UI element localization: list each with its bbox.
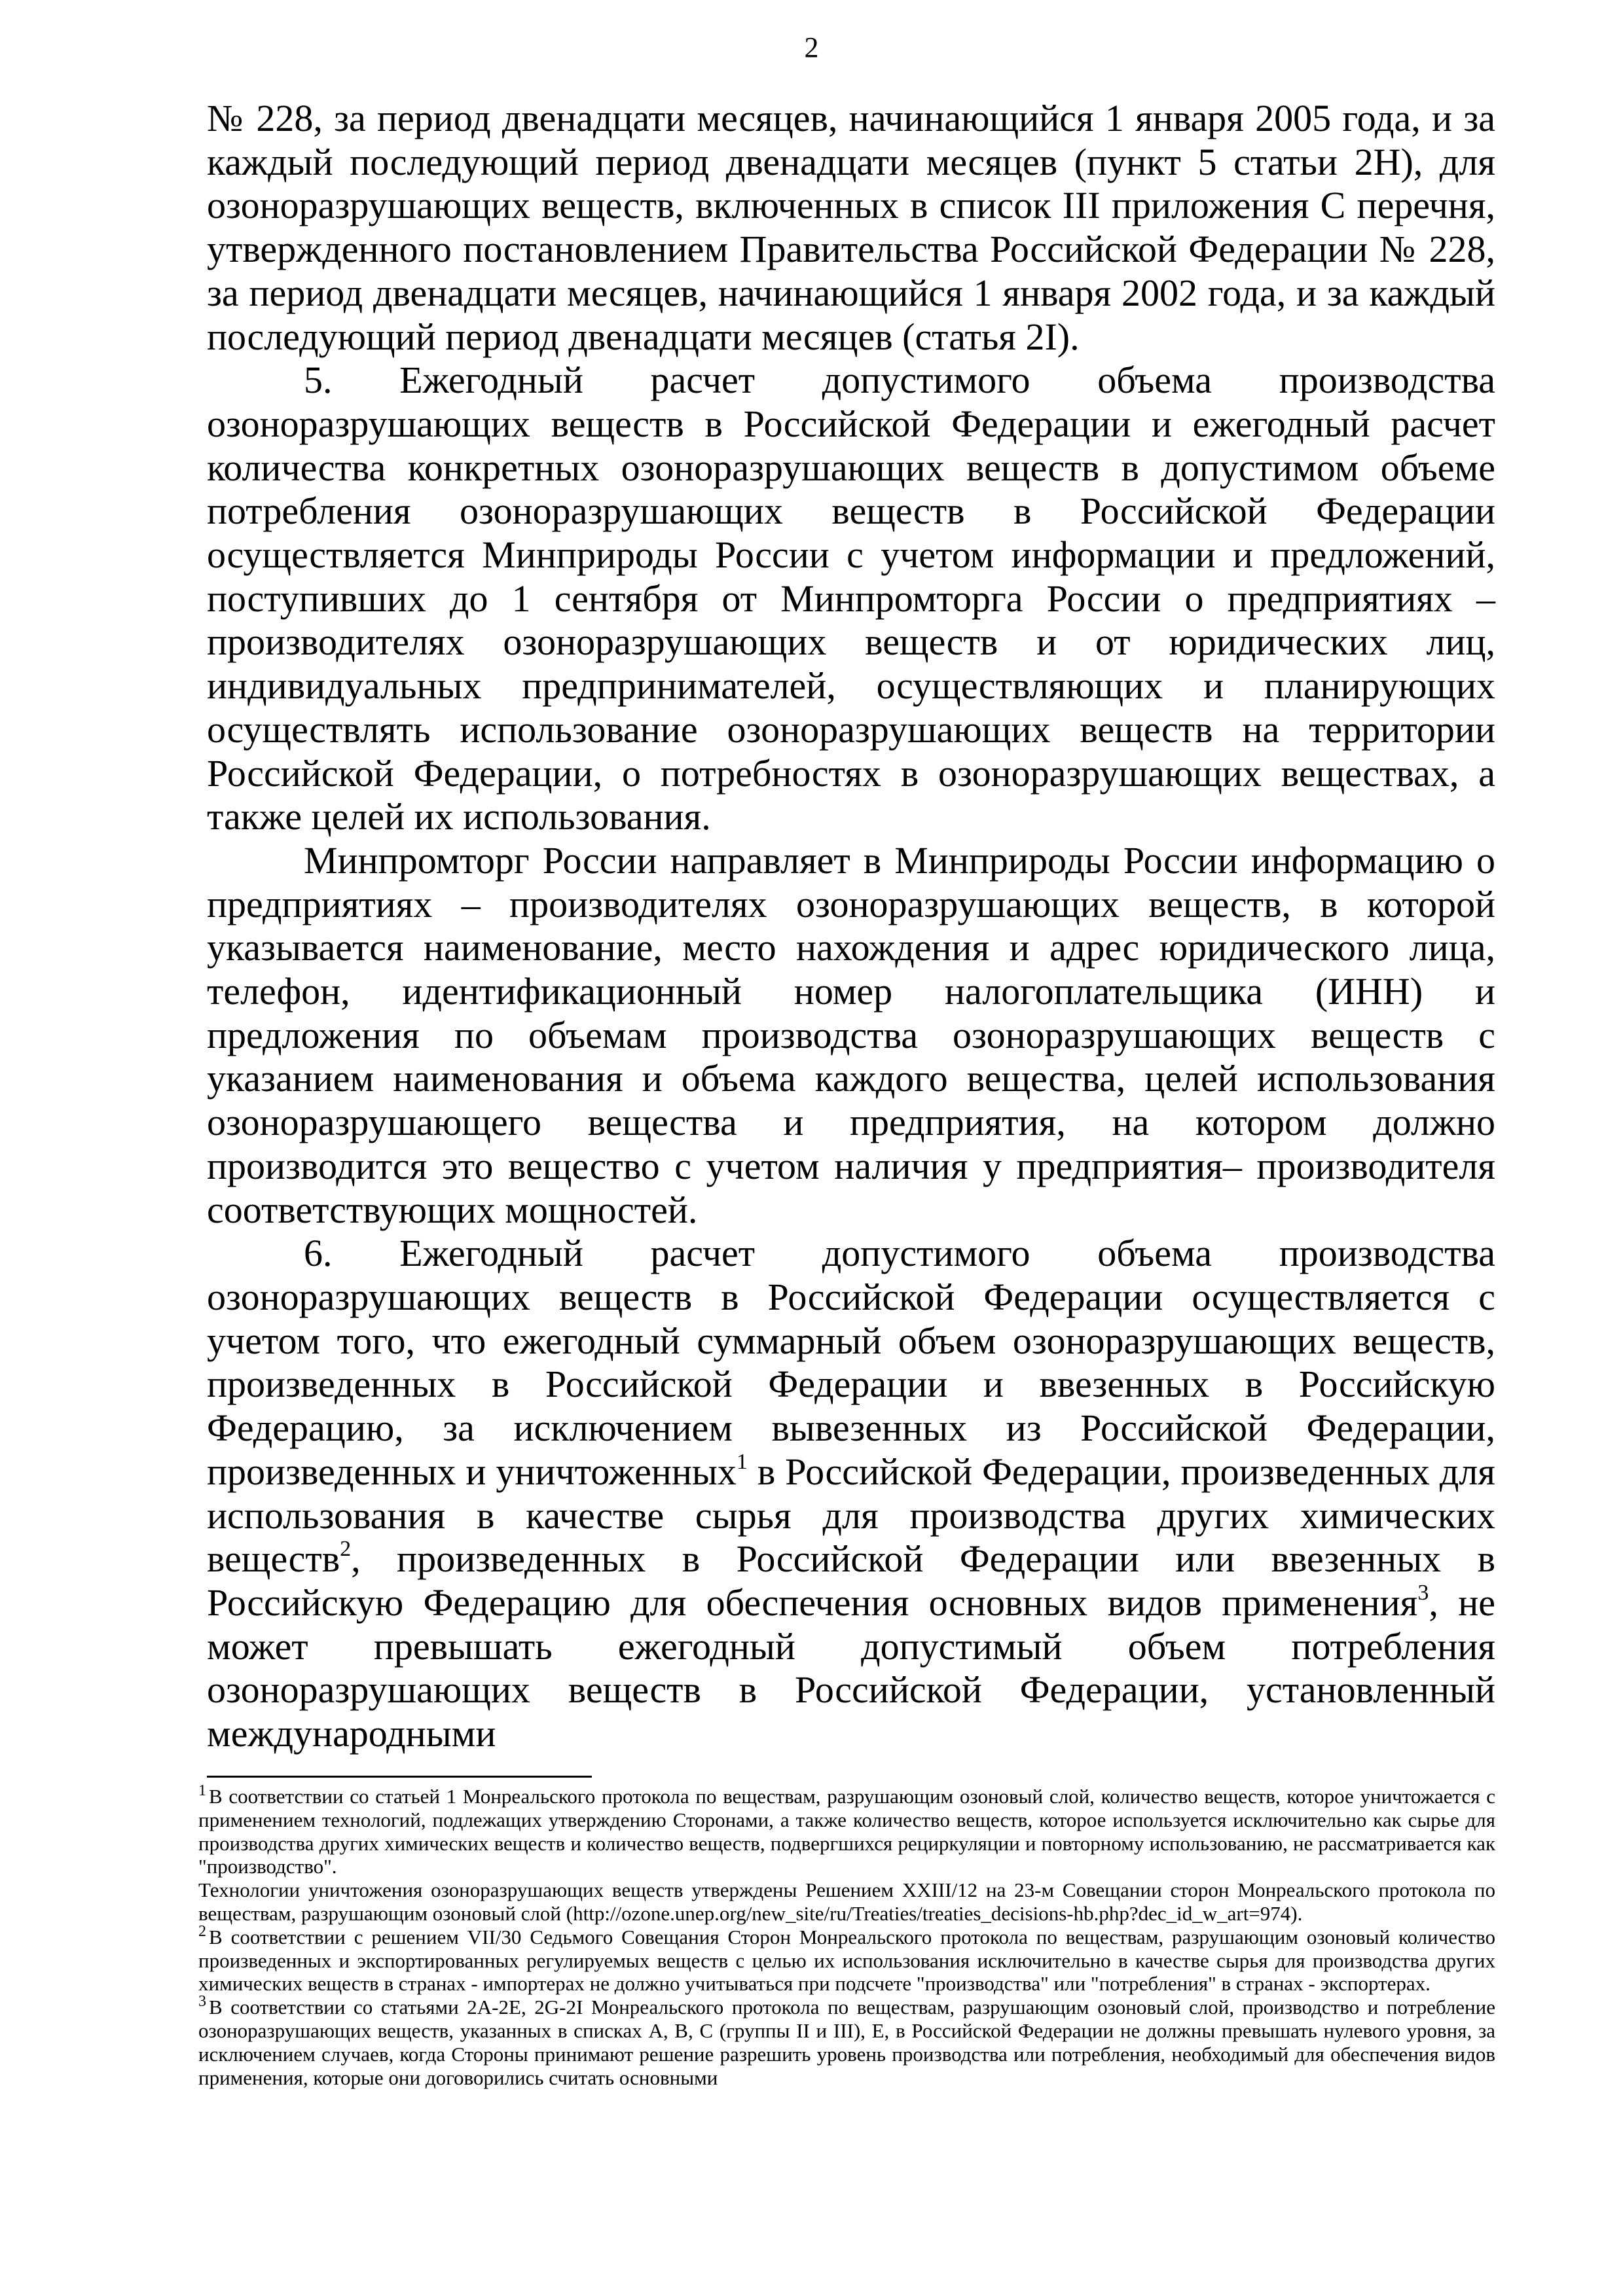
footnote-text: В соответствии с решением VII/30 Седьмого Совещания Сторон Монреальского протокола по веществам, разрушающим озоновый количество произведенных и экспортированных регулируемых веществ с целью их использования исключительно в качестве сырья для производства других химических веществ в странах - импортерах не должно учитываться при подсчете "производства" или "потребления" в странах - экспортерах. — [198, 1925, 1495, 1996]
paragraph-text: № 228, за период двенадцати месяцев, начинающийся 1 января 2005 года, и за каждый последующий период двенадцати месяцев (пункт 5 статьи 2Н), для озоноразрушающих веществ, включенных в список III приложения С перечня, утвержденного постановлением Правительства Российской Федерации № 228, за период двенадцати месяцев, начинающийся 1 января 2002 года, и за каждый последующий период двенадцати месяцев (статья 2I). — [207, 97, 1495, 358]
paragraph-text-part: , произведенных в Российской Федерации или ввезенных в Российскую Федерацию для обеспечения основных видов применения — [207, 1537, 1495, 1624]
footnote-reference-2[interactable]: 2 — [340, 1537, 352, 1562]
paragraph-text-part: 6. Ежегодный расчет допустимого объема производства озоноразрушающих веществ в Российской Федерации осуществляется с учетом того, что ежегодный суммарный объем озоноразрушающих веществ, произведенных в Российской Федерации и ввезенных в Российскую Федерацию, за исключением вывезенных из Российской Федерации, произведенных и уничтоженных — [207, 1232, 1495, 1493]
paragraph-text: 5. Ежегодный расчет допустимого объема производства озоноразрушающих веществ в Российской Федерации и ежегодный расчет количества конкретных озоноразрушающих веществ в допустимом объеме потребления озоноразрушающих веществ в Российской Федерации осуществляется Минприроды России с учетом информации и предложений, поступивших до 1 сентября от Минпромторга России о предприятиях – производителях озоноразрушающих веществ и от юридических лиц, индивидуальных предпринимателей, осуществляющих и планирующих осуществлять использование озоноразрушающих веществ на территории Российской Федерации, о потребностях в озоноразрушающих веществах, а также целей их использования. — [207, 359, 1495, 838]
footnote-2 — [198, 1922, 1495, 1996]
page-number: 2 — [804, 31, 819, 63]
footnotes — [198, 1782, 1495, 2089]
paragraph-continuation — [207, 97, 1495, 359]
footnote-text: Технологии уничтожения озоноразрушающих веществ утверждены Решением XXIII/12 на 23-м Совещании сторон Монреальского протокола по веществам, разрушающим озоновый слой (http://ozone.unep.org/new_site/ru/Treaties/treaties_decisions-hb.php?dec_id_w_art=974). — [198, 1878, 1495, 1925]
paragraph-text-part: , не может превышать ежегодный допустимый объем потребления озоноразрушающих веществ в Российской Федерации, установленный международными — [207, 1581, 1495, 1755]
paragraph-text-part: в Российской Федерации, произведенных для использования в качестве сырья для производства других химических веществ — [207, 1450, 1495, 1581]
paragraph-text: Минпромторг России направляет в Минприроды России информацию о предприятиях – производителях озоноразрушающих веществ, в которой указывается наименование, место нахождения и адрес юридического лица, телефон, идентификационный номер налогоплательщика (ИНН) и предложения по объемам производства озоноразрушающих веществ с указанием наименования и объема каждого вещества, целей использования озоноразрушающего вещества и предприятия, на котором должно производится это вещество с учетом наличия у предприятия– производителя соответствующих мощностей. — [207, 838, 1495, 1231]
footnote-number: 3 — [198, 1993, 206, 2011]
footnote-text: В соответствии со статьями 2А-2Е, 2G-2I Монреальского протокола по веществам, разрушающим озоновый слой, производство и потребление озоноразрушающих веществ, указанных в списках А, В, С (группы II и III), Е, в Российской Федерации не должны превышать нулевого уровня, за исключением случаев, когда Стороны принимают решение разрешить уровень производства или потребления, необходимый для обеспечения видов применения, которые они договорились считать основными — [198, 1996, 1495, 2089]
footnote-3 — [198, 1993, 1495, 2089]
paragraph-item-5 — [207, 359, 1495, 839]
body-text — [207, 97, 1495, 1756]
footnote-separator — [207, 1776, 592, 1778]
footnote-reference-3[interactable]: 3 — [1417, 1580, 1429, 1605]
footnote-text: В соответствии со статьей 1 Монреальского протокола по веществам, разрушающим озоновый слой, количество веществ, которое уничтожается с применением технологий, подлежащих утверждению Сторонами, а также количество веществ, которое используется исключительно как сырье для производства других химических веществ и количество веществ, подвергшихся рециркуляции и повторному использованию, не рассматривается как "производство". — [198, 1785, 1495, 1878]
footnote-1 — [198, 1782, 1495, 1878]
footnote-number: 2 — [198, 1922, 206, 1940]
paragraph-minpromtorg — [207, 839, 1495, 1232]
footnote-number: 1 — [198, 1782, 206, 1799]
footnote-reference-1[interactable]: 1 — [736, 1449, 748, 1474]
footnote-1-continuation — [198, 1878, 1495, 1926]
paragraph-item-6 — [207, 1232, 1495, 1755]
